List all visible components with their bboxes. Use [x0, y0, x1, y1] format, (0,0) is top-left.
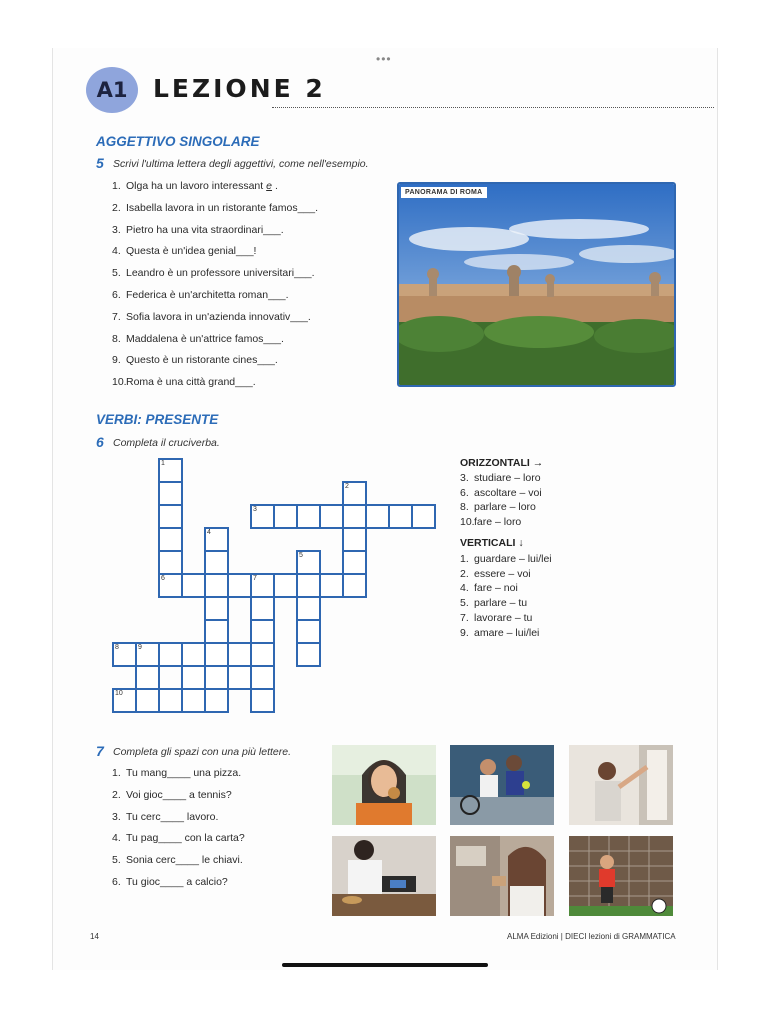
- exercise-7-item: [112, 854, 243, 866]
- item-text: Tu cerc: [126, 810, 161, 823]
- crossword-cell[interactable]: [181, 688, 206, 713]
- item-punct: .: [252, 376, 256, 389]
- item-punct: .: [285, 289, 289, 301]
- down-clue: [460, 568, 531, 580]
- crossword-cell[interactable]: [411, 504, 436, 529]
- item-text: Tu pag: [126, 832, 159, 845]
- crossword-number: 5: [299, 552, 303, 559]
- exercise-7-item: [112, 832, 245, 844]
- item-punct: .: [275, 180, 278, 192]
- crossword-number: 1: [161, 460, 165, 467]
- item-number: 2.: [112, 201, 121, 214]
- clue-number: 6.: [460, 486, 469, 499]
- item-punct: .: [307, 310, 311, 323]
- crossword-cell[interactable]: [135, 688, 160, 713]
- exercise-5-item: [112, 289, 289, 301]
- photo-woman-eating: [332, 745, 436, 825]
- item-text: Questa è un'idea genial: [126, 245, 237, 258]
- exercise-5-item: [112, 180, 278, 192]
- crossword-cell[interactable]: [319, 573, 344, 598]
- crossword-number: 8: [115, 644, 119, 651]
- clue-text: essere – voi: [474, 567, 531, 580]
- crossword-cell[interactable]: [250, 596, 275, 621]
- crossword-cell[interactable]: [296, 619, 321, 644]
- clue-text: studiare – loro: [474, 472, 541, 484]
- photo-card-payment: [332, 836, 436, 916]
- crossword-cell[interactable]: [227, 665, 252, 690]
- item-number: 10.: [112, 376, 127, 389]
- down-title: VERTICALI ↓: [460, 537, 524, 549]
- item-punct: .: [274, 354, 278, 367]
- crossword-number: 4: [207, 529, 211, 536]
- lesson-title: LEZIONE 2: [153, 74, 326, 103]
- crossword-cell[interactable]: [158, 688, 183, 713]
- item-number: 9.: [112, 354, 121, 367]
- section-title-adjectives: AGGETTIVO SINGOLARE: [96, 134, 260, 149]
- item-text-end: una pizza.: [190, 767, 242, 779]
- item-text: Sonia cerc: [126, 854, 176, 867]
- crossword-cell[interactable]: [158, 481, 183, 506]
- crossword-cell[interactable]: [181, 573, 206, 598]
- photo-label: PANORAMA DI ROMA: [401, 187, 487, 198]
- exercise-5-number: 5: [96, 155, 104, 171]
- item-number: 7.: [112, 310, 121, 323]
- crossword-cell[interactable]: [273, 504, 298, 529]
- item-number: 5.: [112, 267, 121, 280]
- clue-number: 2.: [460, 567, 469, 580]
- clue-number: 7.: [460, 611, 469, 624]
- title-divider: [272, 107, 714, 108]
- clue-text: ascoltare – voi: [474, 486, 542, 499]
- crossword-cell[interactable]: [365, 504, 390, 529]
- item-text-end: con la carta?: [181, 832, 245, 845]
- answer-blank[interactable]: ____: [160, 810, 184, 823]
- menu-dots[interactable]: •••: [376, 52, 392, 66]
- answer-blank[interactable]: ___: [263, 332, 281, 345]
- clue-text: fare – noi: [474, 582, 518, 595]
- across-clue: [460, 516, 521, 528]
- crossword-cell[interactable]: [158, 642, 183, 667]
- crossword-cell[interactable]: [342, 573, 367, 598]
- clue-number: 3.: [460, 472, 469, 484]
- clue-text: lavorare – tu: [474, 611, 533, 624]
- crossword-number: 3: [253, 506, 257, 513]
- crossword-number: 2: [345, 483, 349, 490]
- crossword-cell[interactable]: [204, 665, 229, 690]
- crossword-number: 10: [115, 690, 123, 697]
- item-text-end: a calcio?: [183, 876, 228, 888]
- exercise-5-item: [112, 224, 284, 236]
- item-number: 8.: [112, 332, 121, 345]
- exercise-7-item: [112, 811, 218, 823]
- crossword-cell[interactable]: [204, 619, 229, 644]
- photo-woman-searching-shelf: [569, 745, 673, 825]
- clue-number: 8.: [460, 501, 469, 514]
- crossword-cell[interactable]: [181, 665, 206, 690]
- down-clue: [460, 597, 527, 609]
- photo-child-goalkeeper: [569, 836, 673, 916]
- exercise-5-item: [112, 202, 318, 214]
- exercise-5-instruction: Scrivi l'ultima lettera degli aggettivi, come nell'esempio.: [113, 158, 369, 170]
- exercise-5-item: [112, 245, 256, 257]
- crossword-cell[interactable]: [342, 550, 367, 575]
- crossword-cell[interactable]: [296, 573, 321, 598]
- across-clue: [460, 501, 536, 513]
- level-badge: [86, 67, 138, 113]
- crossword-cell[interactable]: [158, 550, 183, 575]
- item-text: Leandro è un professore universitari: [126, 267, 295, 280]
- item-number: 6.: [112, 876, 121, 888]
- exercise-7-item: [112, 876, 228, 888]
- item-number: 3.: [112, 810, 121, 823]
- crossword-cell[interactable]: [135, 665, 160, 690]
- across-title: ORIZZONTALI →: [460, 457, 544, 469]
- clue-number: 4.: [460, 582, 469, 595]
- exercise-5-item: [112, 376, 256, 388]
- item-text: Isabella lavora in un ristorante famos: [126, 201, 298, 214]
- item-text: Roma è una città grand: [126, 376, 236, 389]
- item-text: Sofia lavora in un'azienda innovativ: [126, 310, 291, 323]
- item-text: Questo è un ristorante cines: [126, 354, 258, 367]
- item-text: Federica è un'architetta roman: [126, 289, 269, 301]
- exercise-7-number: 7: [96, 743, 104, 759]
- crossword-cell[interactable]: [158, 504, 183, 529]
- item-text: Olga ha un lavoro interessant: [126, 180, 264, 192]
- across-clue: [460, 472, 541, 484]
- answer-blank[interactable]: ___: [294, 267, 312, 280]
- crossword-cell[interactable]: [250, 688, 275, 713]
- down-clue: [460, 582, 518, 594]
- crossword-cell[interactable]: [296, 596, 321, 621]
- answer-blank[interactable]: ____: [175, 854, 199, 867]
- item-number: 2.: [112, 788, 121, 801]
- answer-blank[interactable]: ___: [257, 354, 275, 367]
- clue-number: 1.: [460, 553, 469, 565]
- crossword-cell[interactable]: [296, 504, 321, 529]
- item-number: 4.: [112, 832, 121, 845]
- answer-blank[interactable]: ___: [297, 201, 316, 214]
- crossword-cell[interactable]: [204, 642, 229, 667]
- photo-woman-kitchen: [450, 836, 554, 916]
- item-number: 1.: [112, 767, 121, 779]
- exercise-5-item: [112, 333, 284, 345]
- item-text: Tu gioc: [126, 876, 161, 888]
- crossword-cell[interactable]: [250, 665, 275, 690]
- crossword-cell[interactable]: [296, 642, 321, 667]
- crossword-cell[interactable]: [250, 642, 275, 667]
- exercise-6-number: 6: [96, 434, 104, 450]
- exercise-5-item: [112, 267, 315, 279]
- rome-panorama-photo: [397, 182, 676, 387]
- section-title-verbs: VERBI: PRESENTE: [96, 412, 219, 427]
- rome-panorama-image: [399, 184, 674, 385]
- answer-blank[interactable]: ____: [167, 767, 191, 779]
- crossword-cell[interactable]: [181, 642, 206, 667]
- clue-text: amare – lui/lei: [474, 626, 540, 639]
- crossword-number: 9: [138, 644, 142, 651]
- crossword-number: 7: [253, 575, 257, 582]
- clue-text: parlare – tu: [474, 597, 528, 610]
- answer-blank[interactable]: ___: [290, 310, 308, 323]
- item-number: 5.: [112, 854, 121, 867]
- home-indicator[interactable]: [282, 963, 488, 967]
- crossword-cell[interactable]: [227, 573, 252, 598]
- exercise-7-item: [112, 767, 241, 779]
- exercise-5-item: [112, 354, 278, 366]
- item-text-end: a tennis?: [186, 788, 232, 801]
- item-text: Maddalena è un'attrice famos: [126, 332, 264, 345]
- clue-text: fare – loro: [474, 516, 522, 529]
- item-punct: .: [280, 332, 284, 345]
- item-punct: .: [315, 201, 319, 214]
- item-text-end: le chiavi.: [198, 854, 243, 867]
- down-clue: [460, 627, 539, 639]
- item-punct: !: [253, 245, 257, 258]
- answer-blank[interactable]: ____: [162, 788, 187, 801]
- crossword-cell[interactable]: [388, 504, 413, 529]
- item-text: Voi gioc: [126, 788, 163, 801]
- item-punct: .: [311, 267, 315, 280]
- item-number: 4.: [112, 245, 121, 258]
- crossword-cell[interactable]: [204, 550, 229, 575]
- level-badge-text: A1: [96, 78, 128, 102]
- crossword-cell[interactable]: [250, 619, 275, 644]
- photo-tennis-players: [450, 745, 554, 825]
- item-number: 1.: [112, 180, 121, 192]
- clue-number: 10.: [460, 516, 475, 529]
- answer-blank[interactable]: ___: [236, 245, 254, 258]
- clue-text: parlare – loro: [474, 501, 536, 514]
- exercise-7-instruction: Completa gli spazi con una più lettere.: [113, 746, 292, 758]
- crossword-cell[interactable]: [204, 596, 229, 621]
- crossword-cell[interactable]: [342, 527, 367, 552]
- answer-blank[interactable]: ___: [263, 223, 281, 236]
- crossword-cell[interactable]: [158, 527, 183, 552]
- crossword-cell[interactable]: [319, 504, 344, 529]
- clue-text: guardare – lui/lei: [474, 553, 552, 565]
- crossword-cell[interactable]: [204, 688, 229, 713]
- publisher-footer: ALMA Edizioni | DIECI lezioni di GRAMMATICA: [507, 932, 676, 941]
- item-punct: .: [280, 223, 284, 236]
- clue-number: 9.: [460, 626, 469, 639]
- down-clue: [460, 612, 532, 624]
- crossword-number: 6: [161, 575, 165, 582]
- item-text: Tu mang: [126, 767, 168, 779]
- exercise-5-item: [112, 311, 311, 323]
- clue-number: 5.: [460, 597, 469, 610]
- across-clue: [460, 487, 542, 499]
- answer-blank[interactable]: ____: [160, 876, 184, 888]
- crossword-cell[interactable]: [342, 504, 367, 529]
- down-clue: [460, 553, 552, 565]
- answer-blank[interactable]: ___: [268, 289, 286, 301]
- answer-blank[interactable]: ____: [158, 832, 182, 845]
- page-number: 14: [90, 932, 99, 941]
- answer-blank[interactable]: e: [266, 180, 273, 192]
- item-number: 3.: [112, 223, 121, 236]
- exercise-7-item: [112, 789, 232, 801]
- crossword-cell[interactable]: [273, 573, 298, 598]
- item-text-end: lavoro.: [183, 810, 219, 823]
- crossword-cell[interactable]: [204, 573, 229, 598]
- item-text: Pietro ha una vita straordinari: [126, 223, 264, 236]
- crossword-cell[interactable]: [227, 642, 252, 667]
- exercise-6-instruction: Completa il cruciverba.: [113, 437, 220, 449]
- answer-blank[interactable]: ___: [235, 376, 253, 389]
- item-number: 6.: [112, 289, 121, 301]
